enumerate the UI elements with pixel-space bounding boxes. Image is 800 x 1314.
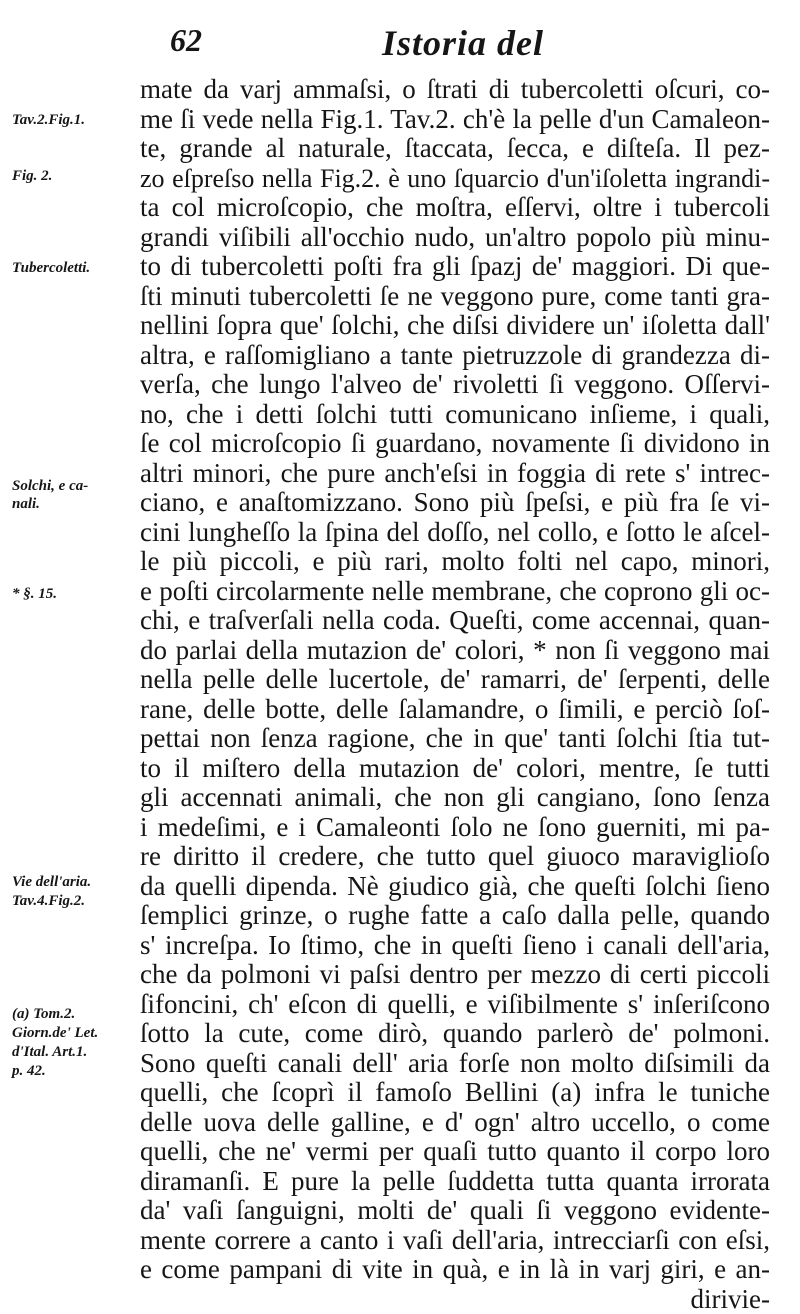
text-line: mente correre a canto i vaſi dell'aria, intrecciarſi con eſsi, xyxy=(140,1226,770,1256)
text-line: grandi viſibili all'occhio nudo, un'altro popolo più minu- xyxy=(140,223,770,253)
text-line: che da polmoni vi paſsi dentro per mezzo di certi piccoli xyxy=(140,960,770,990)
text-line: ſe col microſcopio ſi guardano, novamente ſi dividono in xyxy=(140,429,770,459)
marginal-note: Solchi, e ca- xyxy=(12,478,152,495)
text-line: ta col microſcopio, che moſtra, eſſervi, oltre i tubercoli xyxy=(140,193,770,223)
text-line: chi, e traſverſali nella coda. Queſti, come accennai, quan- xyxy=(140,606,770,636)
marginal-note: nali. xyxy=(12,496,152,513)
marginal-note: Tav.4.Fig.2. xyxy=(12,893,152,910)
text-line: ſemplici grinze, o rughe fatte a caſo dalla pelle, quando xyxy=(140,901,770,931)
text-line: nella pelle delle lucertole, de' ramarri, de' ſerpenti, delle xyxy=(140,665,770,695)
text-line: da' vaſi ſanguigni, molti de' quali ſi veggono evidente- xyxy=(140,1196,770,1226)
marginal-note: (a) Tom.2. xyxy=(12,1006,152,1023)
text-line: diramanſi. E pure la pelle ſuddetta tutta quanta irrorata xyxy=(140,1167,770,1197)
text-line: to di tubercoletti poſti fra gli ſpazj de' maggiori. Di que- xyxy=(140,252,770,282)
text-line: re diritto il credere, che tutto quel giuoco maraviglioſo xyxy=(140,842,770,872)
text-line: zo eſpreſso nella Fig.2. è uno ſquarcio d'un'iſoletta ingrandi- xyxy=(140,164,770,194)
text-line: no, che i detti ſolchi tutti comunicano inſieme, i quali, xyxy=(140,400,770,430)
marginal-note: Tubercoletti. xyxy=(12,260,152,277)
text-line: nellini ſopra que' ſolchi, che diſsi dividere un' iſoletta dall' xyxy=(140,311,770,341)
text-line: to il miſtero della mutazion de' colori, mentre, ſe tutti xyxy=(140,754,770,784)
marginal-note: Vie dell'aria. xyxy=(12,874,152,891)
text-line: altra, e raſſomigliano a tante pietruzzole di grandezza di- xyxy=(140,341,770,371)
text-line: dirivie- xyxy=(140,1285,770,1314)
text-line: ciano, e anaſtomizzano. Sono più ſpeſsi, e più fra ſe vi- xyxy=(140,488,770,518)
text-line: le più piccoli, e più rari, molto folti nel capo, minori, xyxy=(140,547,770,577)
page-number: 62 xyxy=(170,22,202,59)
text-line: e poſti circolarmente nelle membrane, che coprono gli oc- xyxy=(140,577,770,607)
text-line: me ſi vede nella Fig.1. Tav.2. ch'è la pelle d'un Camaleon- xyxy=(140,105,770,135)
body-text xyxy=(140,75,770,1314)
running-title: Istoria del xyxy=(382,22,544,64)
text-line: te, grande al naturale, ſtaccata, ſecca, e diſteſa. Il pez- xyxy=(140,134,770,164)
text-line: pettai non ſenza ragione, che in que' tanti ſolchi ſtia tut- xyxy=(140,724,770,754)
text-line: ſti minuti tubercoletti ſe ne veggono pure, come tanti gra- xyxy=(140,282,770,312)
marginal-note: Tav.2.Fig.1. xyxy=(12,112,152,129)
text-line: ſifoncini, ch' eſcon di quelli, e viſibilmente s' inſeriſcono xyxy=(140,990,770,1020)
text-line: altri minori, che pure anch'eſsi in foggia di rete s' intrec- xyxy=(140,459,770,489)
marginal-note: p. 42. xyxy=(12,1063,152,1080)
marginal-note: Giorn.de' Let. xyxy=(12,1025,152,1042)
page-header xyxy=(170,22,590,66)
marginal-note: Fig. 2. xyxy=(12,168,152,185)
text-line: s' increſpa. Io ſtimo, che in queſti ſieno i canali dell'aria, xyxy=(140,931,770,961)
text-line: verſa, che lungo l'alveo de' rivoletti ſi veggono. Oſſervi- xyxy=(140,370,770,400)
text-line: rane, delle botte, delle ſalamandre, o ſimili, e perciò ſoſ- xyxy=(140,695,770,725)
text-line: ſotto la cute, come dirò, quando parlerò de' polmoni. xyxy=(140,1019,770,1049)
text-line: da quelli dipenda. Nè giudico già, che queſti ſolchi ſieno xyxy=(140,872,770,902)
text-line: e come pampani di vite in quà, e in là in varj giri, e an- xyxy=(140,1255,770,1285)
text-line: delle uova delle galline, e d' ogn' altro uccello, o come xyxy=(140,1108,770,1138)
text-line: i medeſimi, e i Camaleonti ſolo ne ſono guerniti, mi pa- xyxy=(140,813,770,843)
marginal-note: * §. 15. xyxy=(12,586,152,603)
text-line: cini lungheſſo la ſpina del doſſo, nel collo, e ſotto le aſcel- xyxy=(140,518,770,548)
text-line: quelli, che ſcoprì il famoſo Bellini (a) infra le tuniche xyxy=(140,1078,770,1108)
text-line: quelli, che ne' vermi per quaſi tutto quanto il corpo loro xyxy=(140,1137,770,1167)
text-line: mate da varj ammaſsi, o ſtrati di tubercoletti oſcuri, co- xyxy=(140,75,770,105)
text-line: gli accennati animali, che non gli cangiano, ſono ſenza xyxy=(140,783,770,813)
marginal-note: d'Ital. Art.1. xyxy=(12,1044,152,1061)
text-line: do parlai della mutazion de' colori, * non ſi veggono mai xyxy=(140,636,770,666)
text-line: Sono queſti canali dell' aria forſe non molto diſsimili da xyxy=(140,1049,770,1079)
